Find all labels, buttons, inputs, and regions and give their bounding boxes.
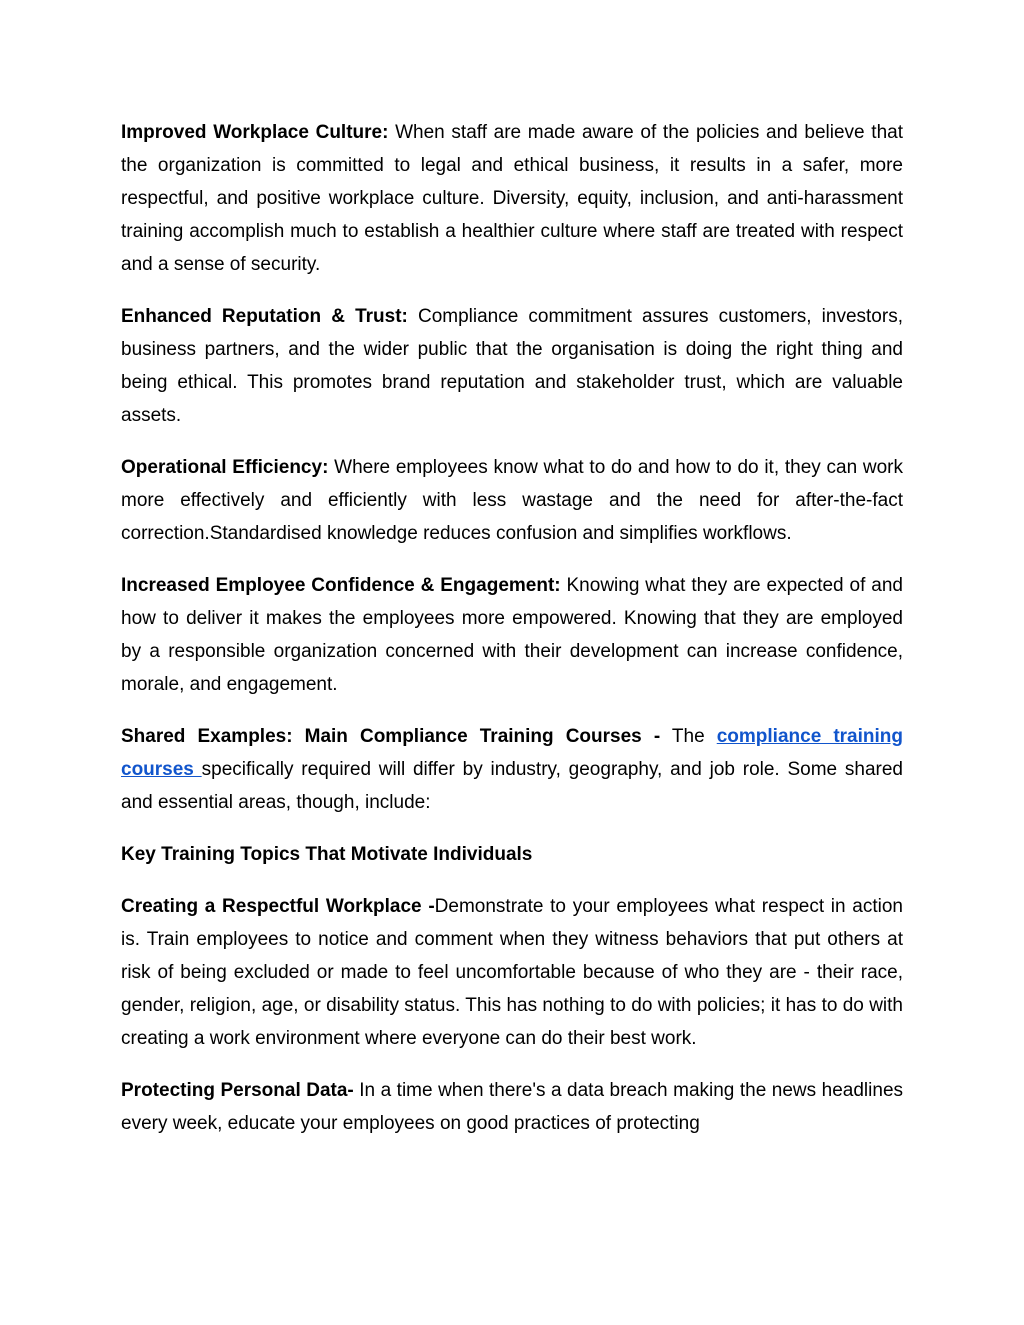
paragraph-title: Operational Efficiency: [121,457,329,478]
document-page [121,116,903,1159]
paragraph-title: Increased Employee Confidence & Engagement: [121,575,561,596]
paragraph-body: When staff are made aware of the policies and believe that the organization is committed to legal and ethical business, it results in a safer, more respectful, and positive workplace culture. Diversity, equity, inclusion, and anti-harassment training accomplish much to establish a healthier culture where staff are treated with respect and a sense of security. [121,122,903,275]
paragraph-title: Shared Examples: Main Compliance Training Courses - [121,726,661,747]
paragraph-body: specifically required will differ by industry, geography, and job role. Some shared and essential areas, though, include: [121,759,903,813]
paragraph-workplace-culture [121,116,903,281]
paragraph-body: Knowing what they are expected of and how to deliver it makes the employees more empowered. Knowing that they are employed by a responsible organization concerned with their development can increase confidence, morale, and engagement. [121,575,903,695]
paragraph-body: Demonstrate to your employees what respect in action is. Train employees to notice and comment when they witness behaviors that put others at risk of being excluded or made to feel uncomfortable because of who they are - their race, gender, religion, age, or disability status. This has nothing to do with policies; it has to do with creating a work environment where everyone can do their best work. [121,896,904,1049]
paragraph-body: Where employees know what to do and how to do it, they can work more effectively and efficiently with less wastage and the need for after-the-fact correction.Standardised knowledge reduces confusion and simplifies workflows. [121,457,903,544]
paragraph-body: In a time when there's a data breach making the news headlines every week, educate your employees on good practices of protecting [121,1080,904,1134]
paragraph-body: The [660,726,717,747]
paragraph-employee-confidence [121,569,903,701]
paragraph-title: Creating a Respectful Workplace - [121,896,435,917]
paragraph-shared-examples [121,720,903,819]
key-topics-heading: Key Training Topics That Motivate Individuals [121,844,533,865]
paragraph-title: Improved Workplace Culture: [121,122,389,143]
paragraph-operational-efficiency [121,451,903,550]
paragraph-title: Protecting Personal Data- [121,1080,354,1101]
paragraph-title: Enhanced Reputation & Trust: [121,306,408,327]
paragraph-respectful-workplace [121,890,903,1055]
paragraph-body: Compliance commitment assures customers, investors, business partners, and the wider public that the organisation is doing the right thing and being ethical. This promotes brand reputation and stakeholder trust, which are valuable assets. [121,306,903,426]
compliance-training-courses-link[interactable]: compliance training courses [121,726,903,780]
paragraph-reputation-trust [121,300,903,432]
paragraph-personal-data [121,1074,903,1140]
